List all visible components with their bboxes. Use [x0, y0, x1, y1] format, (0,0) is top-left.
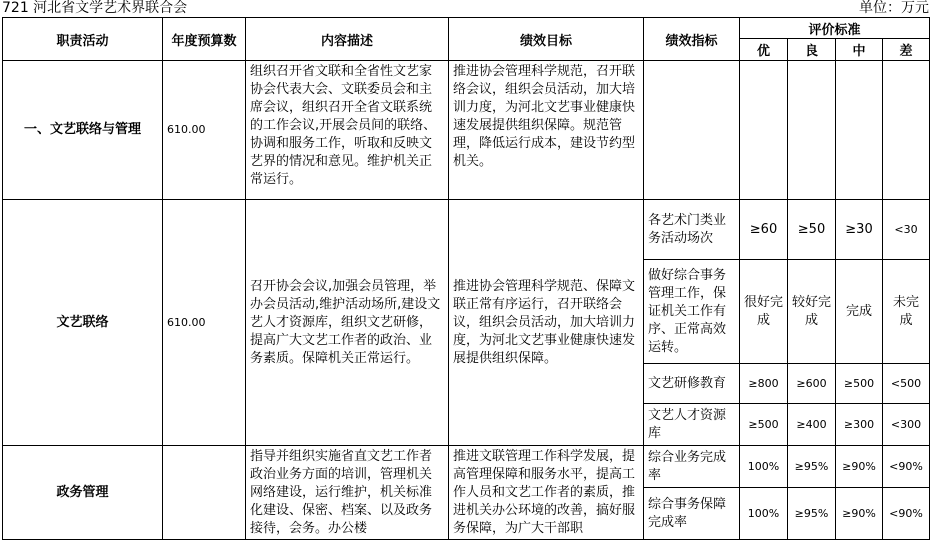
col-excellent: 优 — [740, 39, 788, 61]
indicator-excellent: ≥800 — [740, 364, 788, 404]
description-cell: 指导并组织实施省直文艺工作者政治业务方面的培训，管理机关网络建设，运行维护，机关标准化建设、保密、档案、以及政务接待，会务。办公楼 — [246, 446, 449, 540]
indicator-good: ≥95% — [788, 446, 836, 488]
indicator-name: 综合事务保障完成率 — [644, 488, 740, 540]
indicator-name: 文艺人才资源库 — [644, 404, 740, 446]
indicator-good: 较好完成 — [788, 260, 836, 364]
indicator-medium: ≥90% — [836, 446, 883, 488]
unit-label: 单位：万元 — [859, 0, 929, 16]
indicator-excellent: 100% — [740, 488, 788, 540]
indicator-medium: ≥30 — [836, 200, 883, 260]
indicator-medium: ≥300 — [836, 404, 883, 446]
activity-cell: 一、文艺联络与管理 — [3, 61, 163, 200]
table-row — [3, 61, 930, 200]
indicator-poor: <500 — [883, 364, 930, 404]
indicator-poor: <90% — [883, 446, 930, 488]
indicator-poor: 未完成 — [883, 260, 930, 364]
indicator-good: ≥400 — [788, 404, 836, 446]
indicator-good: ≥50 — [788, 200, 836, 260]
indicator-excellent: ≥60 — [740, 200, 788, 260]
col-poor: 差 — [883, 39, 930, 61]
goal-cell: 推进协会管理科学规范，召开联络会议，组织会员活动，加大培训力度，为河北文艺事业健康快速发展提供组织保障。规范管理，降低运行成本，建设节约型机关。 — [449, 61, 644, 200]
table-row — [3, 446, 930, 488]
performance-table — [2, 17, 930, 540]
col-criteria: 评价标准 — [740, 18, 930, 39]
col-budget: 年度预算数 — [163, 18, 246, 61]
description-cell: 召开协会会议,加强会员管理，举办会员活动,维护活动场所,建设文艺人才资源库，组织文艺研修，提高广大文艺工作者的政治、业务素质。保障机关正常运行。 — [246, 200, 449, 446]
indicator-excellent: 100% — [740, 446, 788, 488]
budget-cell — [163, 446, 246, 540]
indicator-poor: <30 — [883, 200, 930, 260]
col-activity: 职责活动 — [3, 18, 163, 61]
indicator-name: 文艺研修教育 — [644, 364, 740, 404]
activity-cell: 政务管理 — [3, 446, 163, 540]
budget-cell: 610.00 — [163, 61, 246, 200]
goal-cell: 推进协会管理科学规范、保障文联正常有序运行，召开联络会议，组织会员活动，加大培训力度，为河北文艺事业健康快速发展提供组织保障。 — [449, 200, 644, 446]
goal-cell: 推进文联管理工作科学发展，提高管理保障和服务水平，提高工作人员和文艺工作者的素质，推进机关办公环境的改善，搞好服务保障，为广大干部职 — [449, 446, 644, 540]
col-indicator: 绩效指标 — [644, 18, 740, 61]
indicator-medium: ≥500 — [836, 364, 883, 404]
indicator-medium: 完成 — [836, 260, 883, 364]
col-good: 良 — [788, 39, 836, 61]
table-row — [3, 200, 930, 260]
indicator-excellent: 很好完成 — [740, 260, 788, 364]
indicator-good: ≥600 — [788, 364, 836, 404]
col-medium: 中 — [836, 39, 883, 61]
budget-cell: 610.00 — [163, 200, 246, 446]
indicator-name: 做好综合事务管理工作，保证机关工作有序、正常高效运转。 — [644, 260, 740, 364]
indicator-name: 各艺术门类业务活动场次 — [644, 200, 740, 260]
org-title: 721 河北省文学艺术界联合会 — [2, 0, 188, 16]
indicator-name: 综合业务完成率 — [644, 446, 740, 488]
indicator-good: ≥95% — [788, 488, 836, 540]
description-cell: 组织召开省文联和全省性文艺家协会代表大会、文联委员会和主席会议，组织召开全省文联系统的工作会议,开展会员间的联络、协调和服务工作，听取和反映文艺界的情况和意见。维护机关正常运行。 — [246, 61, 449, 200]
indicator-medium: ≥90% — [836, 488, 883, 540]
col-description: 内容描述 — [246, 18, 449, 61]
activity-cell: 文艺联络 — [3, 200, 163, 446]
indicator-excellent: ≥500 — [740, 404, 788, 446]
indicator-poor: <300 — [883, 404, 930, 446]
col-goal: 绩效目标 — [449, 18, 644, 61]
indicator-poor: <90% — [883, 488, 930, 540]
